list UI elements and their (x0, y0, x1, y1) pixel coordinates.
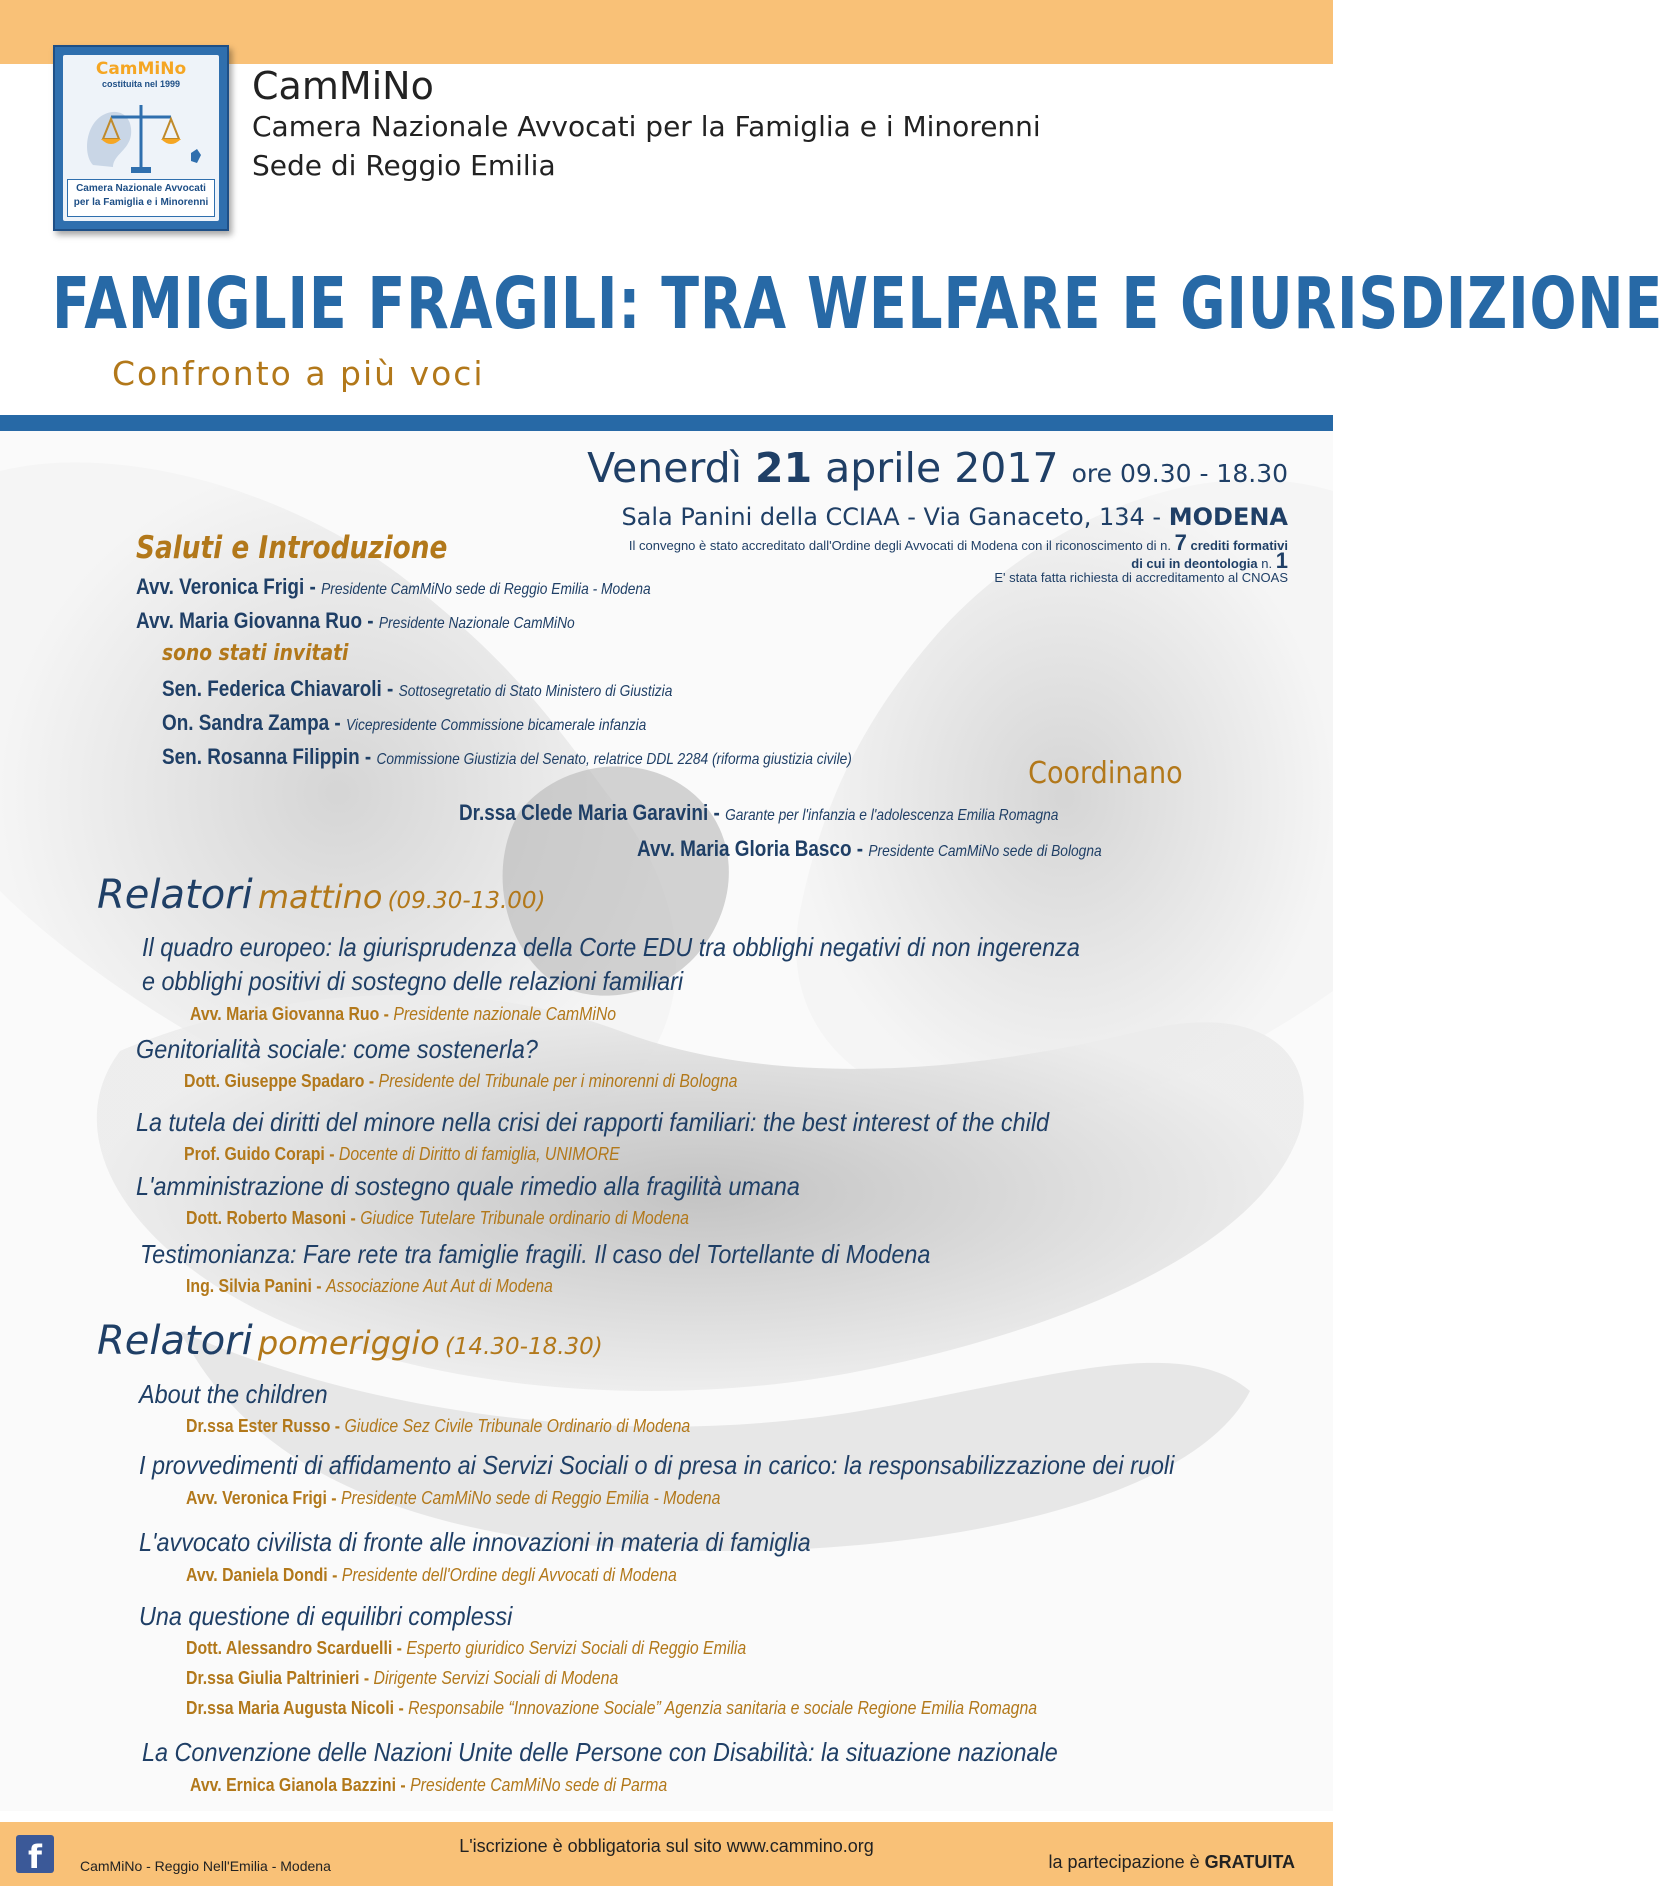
logo-title: CamMiNo (95, 59, 187, 79)
deontology-credits: 1 (1275, 548, 1288, 573)
coordinano-heading: Coordinano (1028, 756, 1183, 791)
morning-heading-label: Relatori (97, 872, 253, 918)
talk-speaker (190, 1004, 616, 1025)
talk-title: Genitorialità sociale: come sostenerla? (136, 1034, 538, 1064)
deontology-label: di cui in deontologia (1131, 556, 1258, 571)
saluti-speaker (136, 608, 575, 634)
accreditation-text: Il convegno è stato accreditato dall'Ordine degli Avvocati di Modena con il riconoscimento di n. (628, 538, 1171, 553)
invited-speaker (162, 744, 852, 770)
talk-speaker-role: Esperto giuridico Servizi Sociali di Reggio Emilia (406, 1638, 747, 1658)
event-hours: ore 09.30 - 18.30 (1071, 459, 1288, 488)
talk-speaker-name: Dott. Alessandro Scarduelli - (186, 1638, 402, 1658)
credits-label: crediti formativi (1190, 538, 1288, 553)
footer-participation (1049, 1852, 1295, 1873)
event-day-prefix: Venerdì (587, 444, 742, 492)
footer-registration: L'iscrizione è obbligatoria sul sito www.cammino.org (459, 1836, 874, 1856)
invited-speaker (162, 710, 646, 736)
talk-speaker-name: Dr.ssa Giulia Paltrinieri - (186, 1668, 370, 1688)
talk-title: About the children (139, 1379, 328, 1409)
org-name: CamMiNo (252, 64, 434, 108)
subtitle: Confronto a più voci (112, 354, 485, 393)
talk-title: I provvedimenti di affidamento ai Servizi Sociali o di presa in carico: la responsabilizzazione dei ruoli (139, 1450, 1175, 1480)
talk-title: e obblighi positivi di sostegno delle relazioni familiari (142, 966, 684, 996)
coordinator (637, 836, 1102, 862)
coordinator-role: Garante per l'infanzia e l'adolescenza Emilia Romagna (725, 807, 1059, 824)
talk-speaker-name: Dr.ssa Maria Augusta Nicoli - (186, 1698, 404, 1718)
talk-speaker-name: Dott. Roberto Masoni - (186, 1208, 356, 1228)
event-venue (621, 503, 1288, 531)
speaker-role: Sottosegretatio di Stato Ministero di Giustizia (398, 683, 673, 700)
talk-speaker (186, 1668, 618, 1689)
talk-speaker (190, 1775, 667, 1796)
invited-speaker (162, 676, 672, 702)
blue-divider (0, 415, 1333, 431)
scales-of-justice-icon (73, 95, 209, 177)
talk-title: L'avvocato civilista di fronte alle innovazioni in materia di famiglia (139, 1527, 811, 1557)
talk-speaker (186, 1416, 690, 1437)
talk-title: Il quadro europeo: la giurisprudenza della Corte EDU tra obblighi negativi di non ingerenza (142, 932, 1080, 962)
talk-speaker-name: Avv. Veronica Frigi - (186, 1488, 337, 1508)
saluti-speaker (136, 574, 651, 600)
talk-speaker-name: Avv. Maria Giovanna Ruo - (190, 1004, 389, 1024)
talk-speaker-role: Presidente del Tribunale per i minorenni di Bologna (378, 1071, 738, 1091)
participation-prefix: la partecipazione è (1048, 1852, 1200, 1872)
speaker-name: Avv. Maria Giovanna Ruo - (136, 608, 374, 633)
afternoon-time: (14.30-18.30) (444, 1334, 603, 1360)
talk-title: La tutela dei diritti del minore nella crisi dei rapporti familiari: the best interest of the child (136, 1107, 1050, 1137)
talk-speaker-name: Prof. Guido Corapi - (184, 1144, 335, 1164)
event-date (587, 444, 1288, 492)
talk-speaker-name: Dott. Giuseppe Spadaro - (184, 1071, 375, 1091)
venue-city: MODENA (1168, 503, 1288, 531)
speaker-name: Sen. Federica Chiavaroli - (162, 676, 394, 701)
talk-speaker-role: Giudice Sez Civile Tribunale Ordinario di Modena (344, 1416, 691, 1436)
cnoas-note: E' stata fatta richiesta di accreditamento al CNOAS (994, 570, 1288, 585)
morning-time: (09.30-13.00) (387, 888, 546, 914)
talk-speaker (186, 1276, 553, 1297)
speaker-role: Vicepresidente Commissione bicamerale infanzia (345, 717, 647, 734)
credits-count: 7 (1174, 530, 1187, 555)
speaker-role: Presidente CamMiNo sede di Reggio Emilia - Modena (321, 581, 651, 598)
saluti-heading: Saluti e Introduzione (136, 530, 448, 566)
coordinator-role: Presidente CamMiNo sede di Bologna (868, 843, 1102, 860)
talk-speaker-name: Dr.ssa Ester Russo - (186, 1416, 341, 1436)
talk-speaker-name: Avv. Ernica Gianola Bazzini - (190, 1775, 406, 1795)
event-month-year: aprile 2017 (825, 444, 1059, 492)
main-title: FAMIGLIE FRAGILI: TRA WELFARE E GIURISDIZIONE (52, 262, 1663, 345)
cammino-logo (53, 45, 229, 231)
facebook-icon[interactable]: f (16, 1835, 54, 1873)
speaker-role: Commissione Giustizia del Senato, relatrice DDL 2284 (riforma giustizia civile) (376, 751, 852, 768)
participation-free: GRATUITA (1204, 1852, 1295, 1872)
footer-left: CamMiNo - Reggio Nell'Emilia - Modena (80, 1858, 331, 1874)
coordinator-name: Dr.ssa Clede Maria Garavini - (459, 800, 720, 825)
talk-speaker-name: Avv. Daniela Dondi - (186, 1565, 338, 1585)
logo-footer-line2: per la Famiglia e i Minorenni (73, 197, 209, 208)
talk-speaker-role: Associazione Aut Aut di Modena (325, 1276, 553, 1296)
talk-speaker-role: Presidente nazionale CamMiNo (393, 1004, 617, 1024)
talk-speaker-role: Dirigente Servizi Sociali di Modena (373, 1668, 619, 1688)
speaker-name: Sen. Rosanna Filippin - (162, 744, 372, 769)
talk-speaker (184, 1144, 620, 1165)
talk-speaker (186, 1208, 689, 1229)
morning-heading (97, 872, 546, 918)
talk-speaker-role: Presidente CamMiNo sede di Reggio Emilia - Modena (340, 1488, 721, 1508)
speaker-role: Presidente Nazionale CamMiNo (378, 615, 575, 632)
org-line-2: Sede di Reggio Emilia (252, 149, 556, 182)
talk-title: Testimonianza: Fare rete tra famiglie fragili. Il caso del Tortellante di Modena (140, 1239, 931, 1269)
logo-subtitle: costituita nel 1999 (101, 79, 181, 89)
talk-title: Una questione di equilibri complessi (139, 1601, 513, 1631)
afternoon-session: pomeriggio (257, 1324, 440, 1362)
talk-speaker-role: Responsabile “Innovazione Sociale” Agenzia sanitaria e sociale Regione Emilia Romagna (408, 1698, 1038, 1718)
talk-speaker-role: Presidente CamMiNo sede di Parma (410, 1775, 668, 1795)
talk-speaker-role: Giudice Tutelare Tribunale ordinario di Modena (360, 1208, 689, 1228)
talk-speaker-role: Docente di Diritto di famiglia, UNIMORE (338, 1144, 620, 1164)
venue-address: Sala Panini della CCIAA - Via Ganaceto, 134 - (621, 503, 1162, 531)
talk-speaker (186, 1488, 720, 1509)
talk-speaker (186, 1698, 1037, 1719)
talk-speaker-role: Presidente dell'Ordine degli Avvocati di Modena (341, 1565, 677, 1585)
talk-speaker (186, 1638, 746, 1659)
logo-footer-line1: Camera Nazionale Avvocati (76, 183, 206, 194)
talk-title: L'amministrazione di sostegno quale rimedio alla fragilità umana (136, 1171, 800, 1201)
talk-speaker (184, 1071, 737, 1092)
coordinator-name: Avv. Maria Gloria Basco - (637, 836, 864, 861)
speaker-name: On. Sandra Zampa - (162, 710, 341, 735)
deontology-n: n. (1261, 556, 1273, 571)
speaker-name: Avv. Veronica Frigi - (136, 574, 316, 599)
afternoon-heading (97, 1318, 603, 1364)
afternoon-heading-label: Relatori (97, 1318, 253, 1364)
morning-session: mattino (257, 878, 383, 916)
event-day: 21 (755, 444, 813, 492)
logo-footer (67, 179, 215, 217)
coordinator (459, 800, 1058, 826)
talk-speaker-name: Ing. Silvia Panini - (186, 1276, 322, 1296)
invited-heading: sono stati invitati (162, 641, 349, 666)
org-line-1: Camera Nazionale Avvocati per la Famiglia e i Minorenni (252, 110, 1041, 143)
talk-title: La Convenzione delle Nazioni Unite delle Persone con Disabilità: la situazione nazionale (142, 1737, 1058, 1767)
talk-speaker (186, 1565, 677, 1586)
